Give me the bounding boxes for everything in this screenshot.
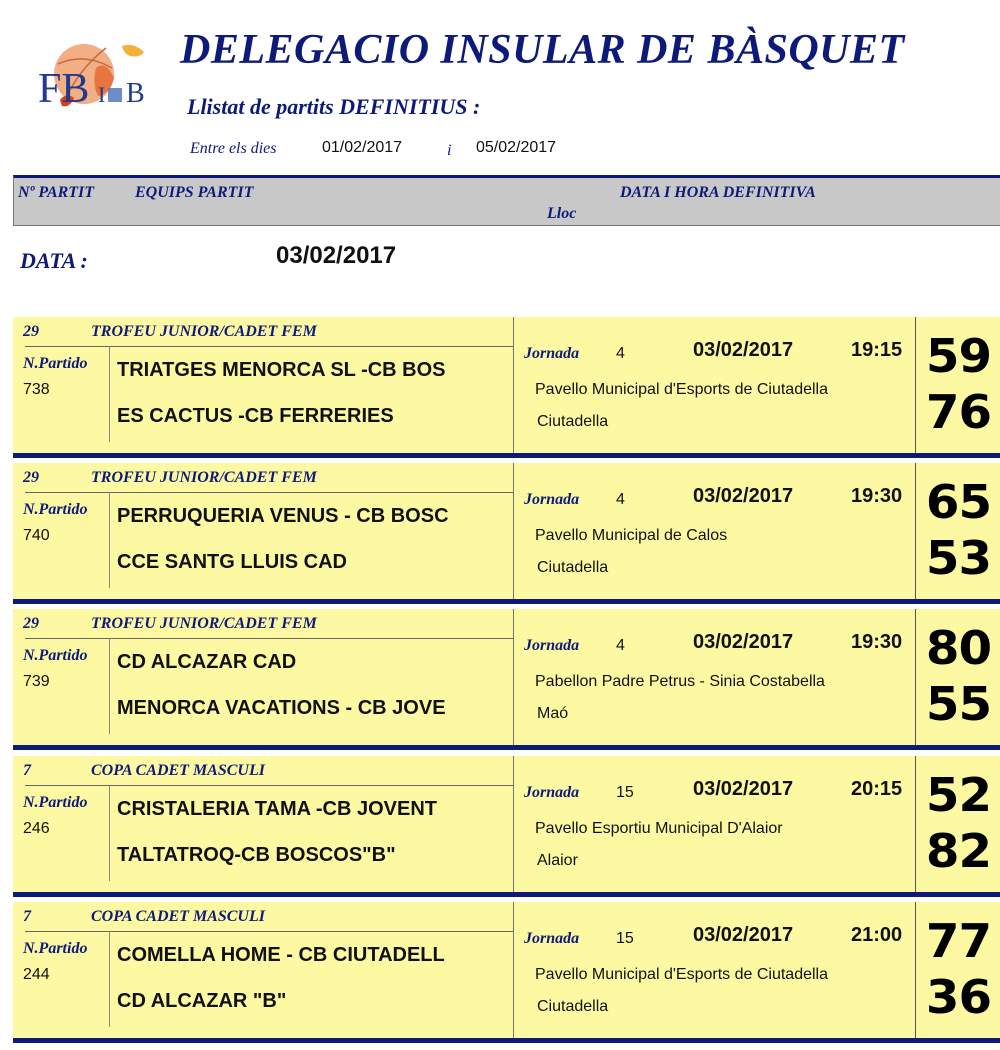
- match-number: 739: [23, 673, 50, 690]
- away-team: ES CACTUS -CB FERRERIES: [117, 405, 394, 427]
- away-score: 76: [925, 385, 992, 439]
- competition-name: TROFEU JUNIOR/CADET FEM: [91, 323, 317, 340]
- column-header-band: [13, 175, 1000, 226]
- match-number: 740: [23, 527, 50, 544]
- jornada-number: 15: [616, 784, 634, 801]
- match-date: 03/02/2017: [693, 631, 794, 653]
- home-score: 80: [925, 621, 992, 675]
- match-date: 03/02/2017: [693, 485, 794, 507]
- competition-name: TROFEU JUNIOR/CADET FEM: [91, 469, 317, 486]
- svg-text:B: B: [126, 78, 145, 109]
- away-score: 36: [925, 970, 992, 1024]
- match-time: 20:15: [851, 778, 903, 800]
- day-label: DATA :: [20, 248, 88, 273]
- divider: [513, 609, 514, 745]
- divider: [513, 317, 514, 453]
- home-team: TRIATGES MENORCA SL -CB BOS: [117, 359, 446, 381]
- page-subtitle: Llistat de partits DEFINITIUS :: [187, 94, 481, 119]
- page-title: DELEGACIO INSULAR DE BÀSQUET: [180, 27, 905, 73]
- divider: [109, 931, 110, 1027]
- home-score: 59: [925, 329, 992, 383]
- divider: [109, 492, 110, 588]
- match-city: Alaior: [537, 852, 578, 869]
- divider: [25, 638, 513, 639]
- match-number-label: N.Partido: [23, 794, 88, 811]
- column-lloc: Lloc: [547, 205, 577, 222]
- divider: [25, 346, 513, 347]
- match-block: [13, 609, 1000, 745]
- logo-letters: FB: [38, 66, 90, 112]
- date-range-label: Entre els dies: [190, 140, 277, 157]
- competition-name: COPA CADET MASCULI: [91, 762, 265, 779]
- match-venue: Pabellon Padre Petrus - Sinia Costabella: [535, 673, 825, 690]
- home-team: CD ALCAZAR CAD: [117, 651, 297, 673]
- column-num-partit: Nº PARTIT: [18, 184, 95, 201]
- home-score: 65: [925, 475, 992, 529]
- match-venue: Pavello Esportiu Municipal D'Alaior: [535, 820, 783, 837]
- away-team: CD ALCAZAR "B": [117, 990, 287, 1012]
- away-team: MENORCA VACATIONS - CB JOVE: [117, 697, 446, 719]
- match-date: 03/02/2017: [693, 339, 794, 361]
- fbib-logo: [36, 38, 156, 118]
- divider: [25, 931, 513, 932]
- match-block: [13, 902, 1000, 1038]
- divider: [513, 463, 514, 599]
- match-number-label: N.Partido: [23, 355, 88, 372]
- jornada-label: Jornada: [524, 637, 580, 654]
- divider: [25, 785, 513, 786]
- column-data-hora: DATA I HORA DEFINITIVA: [620, 184, 816, 201]
- match-city: Ciutadella: [537, 413, 609, 430]
- jornada-number: 4: [616, 491, 625, 508]
- competition-name: TROFEU JUNIOR/CADET FEM: [91, 615, 317, 632]
- home-score: 77: [925, 914, 992, 968]
- competition-number: 7: [23, 908, 31, 925]
- match-time: 19:30: [851, 631, 903, 653]
- jornada-label: Jornada: [524, 491, 580, 508]
- jornada-number: 15: [616, 930, 634, 947]
- date-range-from: 01/02/2017: [322, 139, 403, 156]
- match-date: 03/02/2017: [693, 924, 794, 946]
- jornada-label: Jornada: [524, 345, 580, 362]
- match-city: Ciutadella: [537, 998, 609, 1015]
- match-number-label: N.Partido: [23, 501, 88, 518]
- competition-number: 29: [23, 469, 39, 486]
- basketball-logo-icon: [36, 38, 156, 118]
- match-time: 19:15: [851, 339, 903, 361]
- match-number-label: N.Partido: [23, 940, 88, 957]
- jornada-label: Jornada: [524, 784, 580, 801]
- match-city: Ciutadella: [537, 559, 609, 576]
- match-time: 19:30: [851, 485, 903, 507]
- competition-name: COPA CADET MASCULI: [91, 908, 265, 925]
- jornada-label: Jornada: [524, 930, 580, 947]
- svg-text:I: I: [98, 82, 106, 107]
- date-range-to: 05/02/2017: [476, 139, 557, 156]
- divider: [109, 346, 110, 442]
- jornada-number: 4: [616, 345, 625, 362]
- match-block: [13, 317, 1000, 453]
- home-team: CRISTALERIA TAMA -CB JOVENT: [117, 798, 437, 820]
- day-value: 03/02/2017: [276, 242, 397, 269]
- divider: [513, 902, 514, 1038]
- match-venue: Pavello Municipal d'Esports de Ciutadella: [535, 966, 828, 983]
- away-score: 82: [925, 824, 992, 878]
- home-team: COMELLA HOME - CB CIUTADELL: [117, 944, 445, 966]
- match-number-label: N.Partido: [23, 647, 88, 664]
- competition-number: 29: [23, 615, 39, 632]
- away-team: TALTATROQ-CB BOSCOS"B": [117, 844, 396, 866]
- match-time: 21:00: [851, 924, 903, 946]
- competition-number: 29: [23, 323, 39, 340]
- match-venue: Pavello Municipal de Calos: [535, 527, 728, 544]
- match-number: 738: [23, 381, 50, 398]
- date-range-separator: i: [447, 142, 452, 159]
- away-team: CCE SANTG LLUIS CAD: [117, 551, 347, 573]
- match-city: Maó: [537, 705, 569, 722]
- match-venue: Pavello Municipal d'Esports de Ciutadella: [535, 381, 828, 398]
- home-team: PERRUQUERIA VENUS - CB BOSC: [117, 505, 449, 527]
- divider: [513, 756, 514, 892]
- divider: [109, 638, 110, 734]
- column-equips: EQUIPS PARTIT: [135, 184, 254, 201]
- match-number: 246: [23, 820, 50, 837]
- away-score: 55: [925, 677, 992, 731]
- divider: [25, 492, 513, 493]
- jornada-number: 4: [616, 637, 625, 654]
- away-score: 53: [925, 531, 992, 585]
- match-number: 244: [23, 966, 50, 983]
- match-block: [13, 463, 1000, 599]
- competition-number: 7: [23, 762, 31, 779]
- match-block: [13, 756, 1000, 892]
- divider: [109, 785, 110, 881]
- match-date: 03/02/2017: [693, 778, 794, 800]
- home-score: 52: [925, 768, 992, 822]
